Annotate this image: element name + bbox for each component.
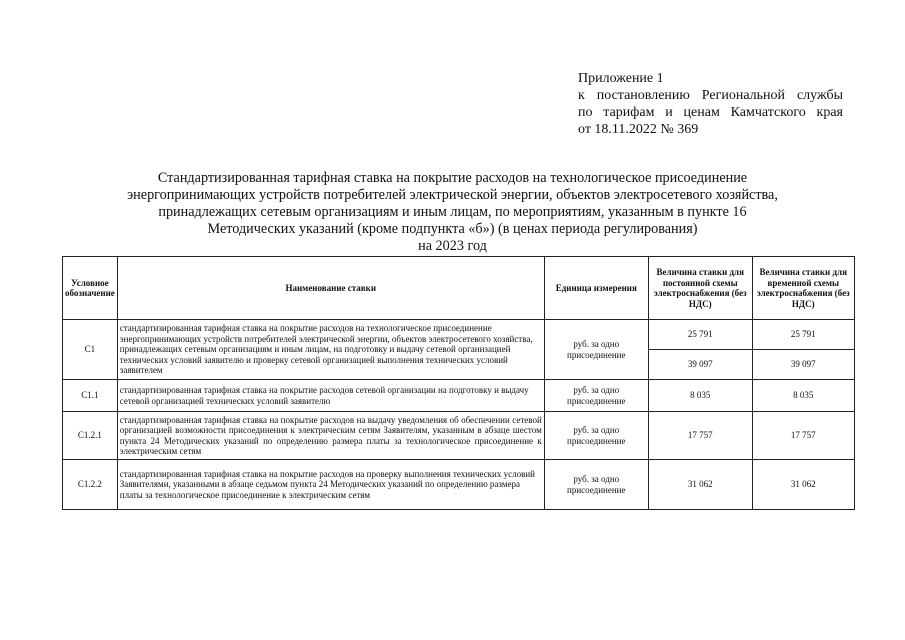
row-permanent-value: 31 062 — [648, 460, 752, 510]
appendix-date-number: от 18.11.2022 № 369 — [578, 122, 699, 137]
header-permanent: Величина ставки для постоянной схемы электроснабжения (без НДС) — [648, 257, 752, 320]
row-name: стандартизированная тарифная ставка на покрытие расходов на технологическое присоединение энергопринимающих устройств потребителей электрической энергии, объектов электросетевого хозяйства, принадлежащих сетевым организациям и иным лицам, на подготовку и выдачу сетевой организацией технических условий заявителю и проверку сетевой организацией выполнения технических условий заявителем — [117, 320, 544, 380]
row-temporary-value: 8 035 — [752, 380, 854, 412]
appendix-resolution: к постановлению Региональной службы — [578, 88, 843, 103]
table-row — [63, 380, 855, 412]
title-line-1: Стандартизированная тарифная ставка на покрытие расходов на технологическое присоединение — [157, 170, 748, 186]
title-line-4: Методических указаний (кроме подпункта «б») (в ценах периода регулирования) — [207, 221, 698, 237]
row-unit: руб. за одно присоединение — [544, 460, 648, 510]
title-year: на 2023 год — [418, 238, 487, 254]
row-code: С1.2.2 — [63, 460, 118, 510]
title-line-3: принадлежащих сетевым организациям и иным лицам, по мероприятиям, указанным в пункте 16 — [158, 204, 747, 220]
row-code: С1.2.1 — [63, 412, 118, 460]
row-code: С1 — [63, 320, 118, 380]
header-unit: Единица измерения — [544, 257, 648, 320]
table-row — [63, 412, 855, 460]
row-code: С1.1 — [63, 380, 118, 412]
row-temporary-value: 39 097 — [752, 350, 854, 380]
row-unit: руб. за одно присоединение — [544, 320, 648, 380]
row-unit: руб. за одно присоединение — [544, 412, 648, 460]
row-permanent-value: 25 791 — [648, 320, 752, 350]
row-name: стандартизированная тарифная ставка на покрытие расходов на проверку выполнения технических условий Заявителями, указанными в абзаце седьмом пункта 24 Методических указаний по определению размера платы за технологическое присоединение к электрическим сетям — [117, 460, 544, 510]
row-name: стандартизированная тарифная ставка на покрытие расходов на выдачу уведомления об обеспечении сетевой организацией возможности присоединения к электрическим сетям Заявителям, указанным в абзаце шестом пункта 24 Методических указаний по определению размера платы за технологическое присоединение к электрическим сетям — [117, 412, 544, 460]
header-name: Наименование ставки — [117, 257, 544, 320]
header-temporary: Величина ставки для временной схемы электроснабжения (без НДС) — [752, 257, 854, 320]
table-row — [63, 320, 855, 350]
row-permanent-value: 8 035 — [648, 380, 752, 412]
row-permanent-value: 39 097 — [648, 350, 752, 380]
row-name: стандартизированная тарифная ставка на покрытие расходов сетевой организации на подготовку и выдачу сетевой организацией технических условий заявителю — [117, 380, 544, 412]
rates-table — [62, 256, 855, 510]
appendix-header — [578, 70, 843, 138]
row-temporary-value: 31 062 — [752, 460, 854, 510]
row-unit: руб. за одно присоединение — [544, 380, 648, 412]
title-line-2: энергопринимающих устройств потребителей электрической энергии, объектов электросетевого хозяйства, — [127, 187, 778, 203]
appendix-agency: по тарифам и ценам Камчатского края — [578, 105, 843, 120]
row-temporary-value: 17 757 — [752, 412, 854, 460]
table-header-row — [63, 257, 855, 320]
appendix-title: Приложение 1 — [578, 71, 664, 86]
table-row — [63, 460, 855, 510]
header-code: Условное обозначение — [63, 257, 118, 320]
document-title — [60, 170, 845, 255]
row-permanent-value: 17 757 — [648, 412, 752, 460]
row-temporary-value: 25 791 — [752, 320, 854, 350]
